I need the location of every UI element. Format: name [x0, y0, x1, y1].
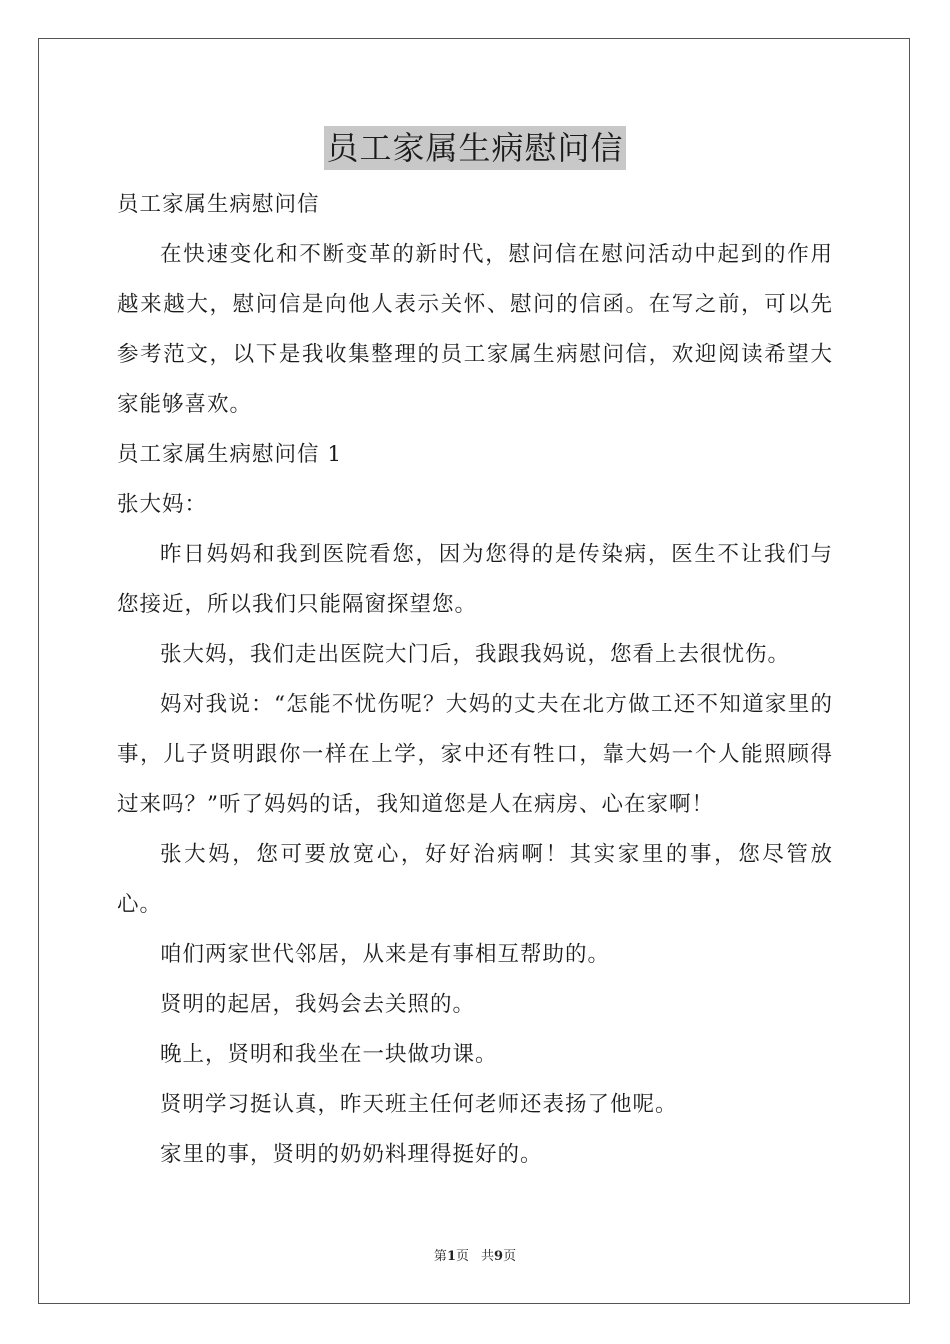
footer-page-prefix: 第 — [433, 1249, 447, 1264]
document-paragraph: 贤明的起居，我妈会去关照的。 — [160, 992, 476, 1017]
document-paragraph: 昨日妈妈和我到医院看您，因为您得的是传染病，医生不让我们与您接近，所以我们只能隔窗探望您。 — [117, 542, 833, 617]
document-title-text: 员工家属生病慰问信 — [324, 126, 625, 170]
document-paragraph: 张大妈，我们走出医院大门后，我跟我妈说，您看上去很忧伤。 — [160, 642, 791, 667]
document-paragraph: 晚上，贤明和我坐在一块做功课。 — [160, 1042, 498, 1067]
footer-page-number: 1 — [446, 1249, 456, 1264]
document-paragraph: 在快速变化和不断变革的新时代，慰问信在慰问活动中起到的作用越来越大，慰问信是向他人表示关怀、慰问的信函。在写之前，可以先参考范文，以下是我收集整理的员工家属生病慰问信，欢迎阅读希望大家能够喜欢。 — [117, 242, 833, 417]
document-paragraph: 妈对我说：“怎能不忧伤呢？大妈的丈夫在北方做工还不知道家里的事，儿子贤明跟你一样在上学，家中还有牲口，靠大妈一个人能照顾得过来吗？”听了妈妈的话，我知道您是人在病房、心在家啊！ — [117, 692, 833, 817]
footer-total-suffix: 页 — [503, 1249, 517, 1264]
document-paragraph: 员工家属生病慰问信 — [117, 192, 320, 217]
footer-page-suffix: 页 — [455, 1249, 469, 1264]
document-paragraph: 员工家属生病慰问信 1 — [117, 442, 343, 467]
footer-total-pages: 9 — [494, 1249, 504, 1264]
page-footer — [0, 1248, 950, 1266]
document-title — [0, 126, 950, 170]
document-paragraph: 张大妈，您可要放宽心，好好治病啊！其实家里的事，您尽管放心。 — [117, 842, 833, 917]
document-paragraph: 张大妈： — [117, 492, 208, 517]
document-paragraph: 咱们两家世代邻居，从来是有事相互帮助的。 — [160, 942, 611, 967]
footer-total-prefix: 共 — [481, 1249, 495, 1264]
document-body — [117, 180, 833, 1180]
document-paragraph: 家里的事，贤明的奶奶料理得挺好的。 — [160, 1142, 543, 1167]
document-paragraph: 贤明学习挺认真，昨天班主任何老师还表扬了他呢。 — [160, 1092, 678, 1117]
